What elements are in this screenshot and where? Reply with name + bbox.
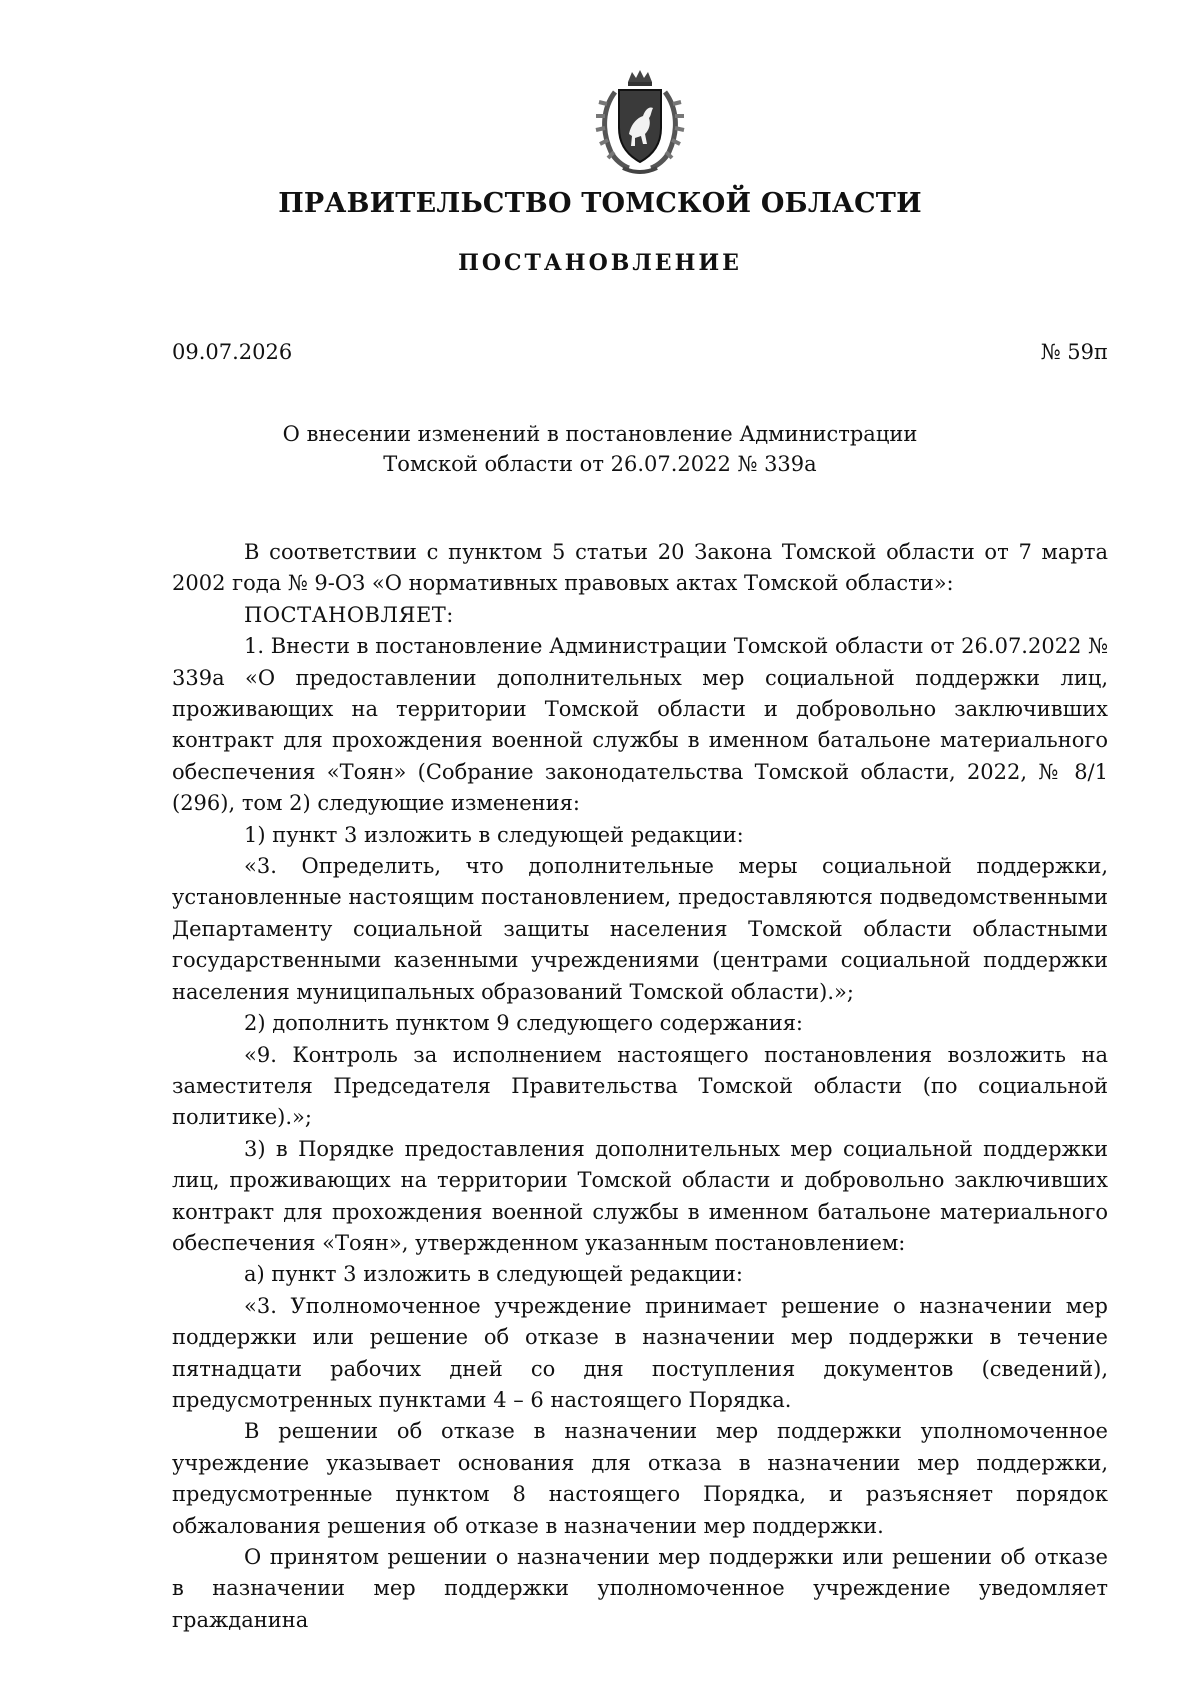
paragraph-subitem-1: 1) пункт 3 изложить в следующей редакции: bbox=[244, 822, 744, 847]
paragraph-item-1: 1. Внести в постановление Администрации Томской области от 26.07.2022 № 339а «О предоставлении дополнительных мер социальной поддержки лиц, проживающих на территории Томской области и добровольно заключивших контракт для прохождения военной службы в именном батальоне материального обеспечения «Тоян» (Собрание законодательства Томской области, 2022, № 8/1 (296), том 2) следующие изменения: bbox=[172, 634, 1108, 816]
document-type: ПОСТАНОВЛЕНИЕ bbox=[458, 250, 742, 276]
paragraph-subitem-3: 3) в Порядке предоставления дополнительных мер социальной поддержки лиц, проживающих на территории Томской области и добровольно заключивших контракт для прохождения военной службы в именном батальоне материального обеспечения «Тоян», утвержденном указанным постановлением: bbox=[172, 1136, 1108, 1255]
paragraph-preamble: В соответствии с пунктом 5 статьи 20 Закона Томской области от 7 марта 2002 года № 9-ОЗ «О нормативных правовых актах Томской области»: bbox=[172, 540, 1108, 596]
subject-line-2: Томской области от 26.07.2022 № 339а bbox=[383, 452, 817, 476]
paragraph-clause-3: «3. Определить, что дополнительные меры социальной поддержки, установленные настоящим постановлением, предоставляются подведомственными Департаменту социальной защиты населения Томской области областными государственными казенными учреждениями (центрами социальной поддержки населения муниципальных образований Томской области).»; bbox=[172, 854, 1108, 1004]
paragraph-resolves: ПОСТАНОВЛЯЕТ: bbox=[244, 602, 454, 627]
paragraph-subitem-a: а) пункт 3 изложить в следующей редакции: bbox=[244, 1262, 743, 1287]
paragraph-refusal: В решении об отказе в назначении мер поддержки уполномоченное учреждение указывает основания для отказа в назначении мер поддержки, предусмотренные пунктом 8 настоящего Порядка, и разъясняет порядок обжалования решения об отказе в назначении мер поддержки. bbox=[172, 1419, 1108, 1538]
paragraph-subitem-2: 2) дополнить пунктом 9 следующего содержания: bbox=[244, 1011, 804, 1036]
paragraph-order-clause-3: «3. Уполномоченное учреждение принимает решение о назначении мер поддержки или решение об отказе в назначении мер поддержки в течение пятнадцати рабочих дней со дня поступления документов (сведений), предусмотренных пунктами 4 – 6 настоящего Порядка. bbox=[172, 1293, 1108, 1412]
paragraph-clause-9: «9. Контроль за исполнением настоящего постановления возложить на заместителя Председателя Правительства Томской области (по социальной политике).»; bbox=[172, 1042, 1108, 1130]
document-subject bbox=[0, 419, 1200, 479]
document-number: № 59п bbox=[1040, 340, 1108, 364]
organization-title: ПРАВИТЕЛЬСТВО ТОМСКОЙ ОБЛАСТИ bbox=[278, 188, 922, 219]
paragraph-notification: О принятом решении о назначении мер поддержки или решении об отказе в назначении мер поддержки уполномоченное учреждение уведомляет гражданина bbox=[172, 1545, 1108, 1632]
document-body bbox=[172, 537, 1108, 1636]
document-date: 09.07.2026 bbox=[172, 340, 293, 364]
coat-of-arms-icon bbox=[585, 68, 695, 178]
subject-line-1: О внесении изменений в постановление Администрации bbox=[282, 422, 918, 446]
